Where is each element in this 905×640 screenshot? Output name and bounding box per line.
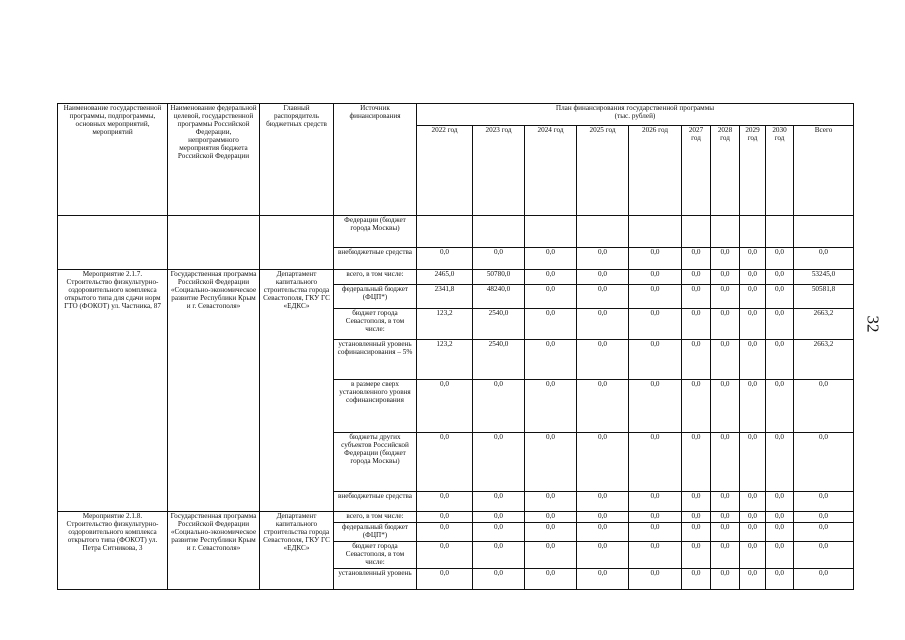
value-cell: 0,0 (794, 512, 854, 523)
value-cell: 0,0 (682, 285, 711, 309)
year-header: 2022 год (417, 126, 473, 216)
value-cell: 0,0 (740, 309, 766, 340)
value-cell: 0,0 (577, 492, 629, 512)
value-cell: 0,0 (740, 433, 766, 492)
year-header: 2029 год (740, 126, 766, 216)
measure-program: Государственная программа Российской Федерации «Социально-экономическое развитие Республики Крым и г. Севастополя» (168, 270, 260, 512)
financing-table (57, 103, 854, 590)
value-cell: 0,0 (629, 380, 682, 433)
value-cell: 0,0 (525, 309, 577, 340)
value-cell: 0,0 (473, 248, 525, 270)
value-cell: 0,0 (740, 492, 766, 512)
value-cell: 0,0 (740, 380, 766, 433)
source-cell: всего, в том числе: (334, 512, 417, 523)
value-cell: 0,0 (525, 492, 577, 512)
value-cell: 0,0 (473, 523, 525, 542)
value-cell: 0,0 (766, 248, 794, 270)
value-cell: 0,0 (740, 248, 766, 270)
value-cell: 123,2 (417, 309, 473, 340)
value-cell: 0,0 (473, 433, 525, 492)
value-cell: 0,0 (766, 340, 794, 380)
table-row (58, 216, 854, 248)
value-cell: 0,0 (682, 542, 711, 569)
value-cell: 0,0 (629, 340, 682, 380)
value-cell: 123,2 (417, 340, 473, 380)
value-cell: 0,0 (525, 340, 577, 380)
value-cell: 0,0 (577, 309, 629, 340)
value-cell: 0,0 (766, 270, 794, 285)
source-cell: бюджет города Севастополя, в том числе: (334, 309, 417, 340)
value-cell: 0,0 (417, 523, 473, 542)
value-cell: 0,0 (766, 569, 794, 590)
value-cell: 0,0 (629, 512, 682, 523)
value-cell: 0,0 (629, 309, 682, 340)
value-cell: 0,0 (711, 492, 740, 512)
value-cell: 0,0 (711, 248, 740, 270)
value-cell: 0,0 (740, 569, 766, 590)
value-cell: 0,0 (682, 512, 711, 523)
value-cell: 0,0 (629, 248, 682, 270)
value-cell: 0,0 (794, 542, 854, 569)
value-cell: 0,0 (525, 248, 577, 270)
value-cell: 0,0 (473, 380, 525, 433)
year-header: 2030 год (766, 126, 794, 216)
value-cell: 0,0 (417, 569, 473, 590)
value-cell: 2540,0 (473, 340, 525, 380)
value-cell: 0,0 (682, 340, 711, 380)
value-cell: 0,0 (740, 270, 766, 285)
value-cell: 0,0 (740, 285, 766, 309)
value-cell: 0,0 (766, 492, 794, 512)
value-cell: 0,0 (766, 285, 794, 309)
plan-units: (тыс. рублей) (614, 112, 656, 120)
value-cell: 48240,0 (473, 285, 525, 309)
value-cell: 0,0 (711, 433, 740, 492)
measure-name: Мероприятие 2.1.8. Строительство физкультурно-оздоровительного комплекса открытого типа (ФОКОТ) ул. Петра Ситникова, 3 (58, 512, 168, 590)
measure-manager: Департамент капитального строительства города Севастополя, ГКУ ГС «ЕДКС» (260, 512, 334, 590)
value-cell: 0,0 (577, 380, 629, 433)
value-cell: 0,0 (629, 492, 682, 512)
header-source: Источник финансирования (334, 104, 417, 216)
value-cell: 0,0 (577, 248, 629, 270)
value-cell: 0,0 (766, 523, 794, 542)
value-cell: 2341,8 (417, 285, 473, 309)
value-cell: 0,0 (577, 542, 629, 569)
value-cell: 0,0 (629, 433, 682, 492)
value-cell: 2663,2 (794, 309, 854, 340)
plan-header (417, 104, 854, 126)
value-cell: 0,0 (766, 542, 794, 569)
value-cell: 0,0 (525, 433, 577, 492)
source-cell: внебюджетные средства (334, 492, 417, 512)
year-header: 2027 год (682, 126, 711, 216)
source-cell: в размере сверх установленного уровня софинансирования (334, 380, 417, 433)
value-cell: 0,0 (473, 492, 525, 512)
value-cell: 0,0 (682, 248, 711, 270)
value-cell: 0,0 (711, 285, 740, 309)
value-cell: 0,0 (417, 542, 473, 569)
value-cell: 2663,2 (794, 340, 854, 380)
value-cell: 0,0 (740, 340, 766, 380)
value-cell: 0,0 (740, 523, 766, 542)
value-cell: 2540,0 (473, 309, 525, 340)
source-cell: бюджеты других субъектов Российской Федерации (бюджет города Москвы) (334, 433, 417, 492)
value-cell: 0,0 (766, 309, 794, 340)
value-cell: 0,0 (766, 433, 794, 492)
value-cell: 0,0 (794, 248, 854, 270)
value-cell: 0,0 (629, 569, 682, 590)
page-number: 32 (863, 315, 883, 333)
plan-title: План финансирования государственной программы (555, 104, 715, 112)
value-cell: 0,0 (577, 285, 629, 309)
value-cell: 0,0 (577, 512, 629, 523)
measure-manager: Департамент капитального строительства города Севастополя, ГКУ ГС «ЕДКС» (260, 270, 334, 512)
source-cell: всего, в том числе: (334, 270, 417, 285)
measure-name: Мероприятие 2.1.7. Строительство физкультурно-оздоровительного комплекса открытого типа для сдачи норм ГТО (ФОКОТ) ул. Частника, 87 (58, 270, 168, 512)
value-cell: 0,0 (577, 569, 629, 590)
value-cell: 0,0 (682, 270, 711, 285)
value-cell: 0,0 (629, 285, 682, 309)
year-header: 2026 год (629, 126, 682, 216)
value-cell: 0,0 (525, 285, 577, 309)
value-cell: 0,0 (577, 433, 629, 492)
value-cell: 0,0 (711, 270, 740, 285)
value-cell: 0,0 (473, 569, 525, 590)
value-cell: 0,0 (794, 380, 854, 433)
value-cell: 0,0 (629, 542, 682, 569)
source-cell: бюджет города Севастополя, в том числе: (334, 542, 417, 569)
value-cell: 0,0 (766, 512, 794, 523)
value-cell: 53245,0 (794, 270, 854, 285)
year-header: Всего (794, 126, 854, 216)
value-cell: 0,0 (711, 309, 740, 340)
value-cell: 0,0 (740, 512, 766, 523)
value-cell: 0,0 (794, 569, 854, 590)
value-cell: 0,0 (794, 523, 854, 542)
header-row (58, 104, 854, 126)
value-cell: 2465,0 (417, 270, 473, 285)
year-header: 2023 год (473, 126, 525, 216)
value-cell: 0,0 (525, 270, 577, 285)
value-cell: 0,0 (525, 380, 577, 433)
value-cell: 0,0 (417, 248, 473, 270)
value-cell: 0,0 (473, 542, 525, 569)
value-cell: 0,0 (417, 380, 473, 433)
value-cell: 0,0 (711, 569, 740, 590)
value-cell: 0,0 (711, 542, 740, 569)
value-cell: 0,0 (794, 492, 854, 512)
value-cell: 0,0 (525, 512, 577, 523)
value-cell: 0,0 (417, 433, 473, 492)
value-cell: 0,0 (711, 340, 740, 380)
header-manager: Главный распорядитель бюджетных средств (260, 104, 334, 216)
value-cell: 0,0 (417, 512, 473, 523)
value-cell: 0,0 (577, 270, 629, 285)
source-cell: федеральный бюджет (ФЦП*) (334, 523, 417, 542)
value-cell: 0,0 (525, 542, 577, 569)
value-cell: 0,0 (682, 523, 711, 542)
value-cell: 0,0 (525, 523, 577, 542)
value-cell: 0,0 (417, 492, 473, 512)
header-fed-program: Наименование федеральной целевой, государственной программы Российской Федерации, непрограммного мероприятия бюджета Российской Федерации (168, 104, 260, 216)
value-cell: 0,0 (682, 569, 711, 590)
value-cell: 0,0 (740, 542, 766, 569)
value-cell: 0,0 (629, 523, 682, 542)
value-cell: 0,0 (682, 433, 711, 492)
source-cell: Федерации (бюджет города Москвы) (334, 216, 417, 248)
value-cell: 0,0 (629, 270, 682, 285)
source-cell: установленный уровень (334, 569, 417, 590)
value-cell: 50581,8 (794, 285, 854, 309)
value-cell: 0,0 (682, 309, 711, 340)
table-row (58, 270, 854, 285)
value-cell: 0,0 (794, 433, 854, 492)
value-cell: 0,0 (473, 512, 525, 523)
value-cell: 0,0 (711, 512, 740, 523)
value-cell: 0,0 (577, 340, 629, 380)
source-cell: федеральный бюджет (ФЦП*) (334, 285, 417, 309)
value-cell: 0,0 (682, 380, 711, 433)
header-name: Наименование государственной программы, подпрограммы, основных мероприятий, мероприятий (58, 104, 168, 216)
value-cell: 0,0 (711, 380, 740, 433)
source-cell: внебюджетные средства (334, 248, 417, 270)
source-cell: установленный уровень софинансирования – 5% (334, 340, 417, 380)
value-cell: 0,0 (711, 523, 740, 542)
year-header: 2028 год (711, 126, 740, 216)
value-cell: 50780,0 (473, 270, 525, 285)
value-cell: 0,0 (682, 492, 711, 512)
year-header: 2025 год (577, 126, 629, 216)
table-row (58, 512, 854, 523)
year-header: 2024 год (525, 126, 577, 216)
value-cell: 0,0 (577, 523, 629, 542)
value-cell: 0,0 (766, 380, 794, 433)
measure-program: Государственная программа Российской Федерации «Социально-экономическое развитие Республики Крым и г. Севастополя» (168, 512, 260, 590)
value-cell: 0,0 (525, 569, 577, 590)
